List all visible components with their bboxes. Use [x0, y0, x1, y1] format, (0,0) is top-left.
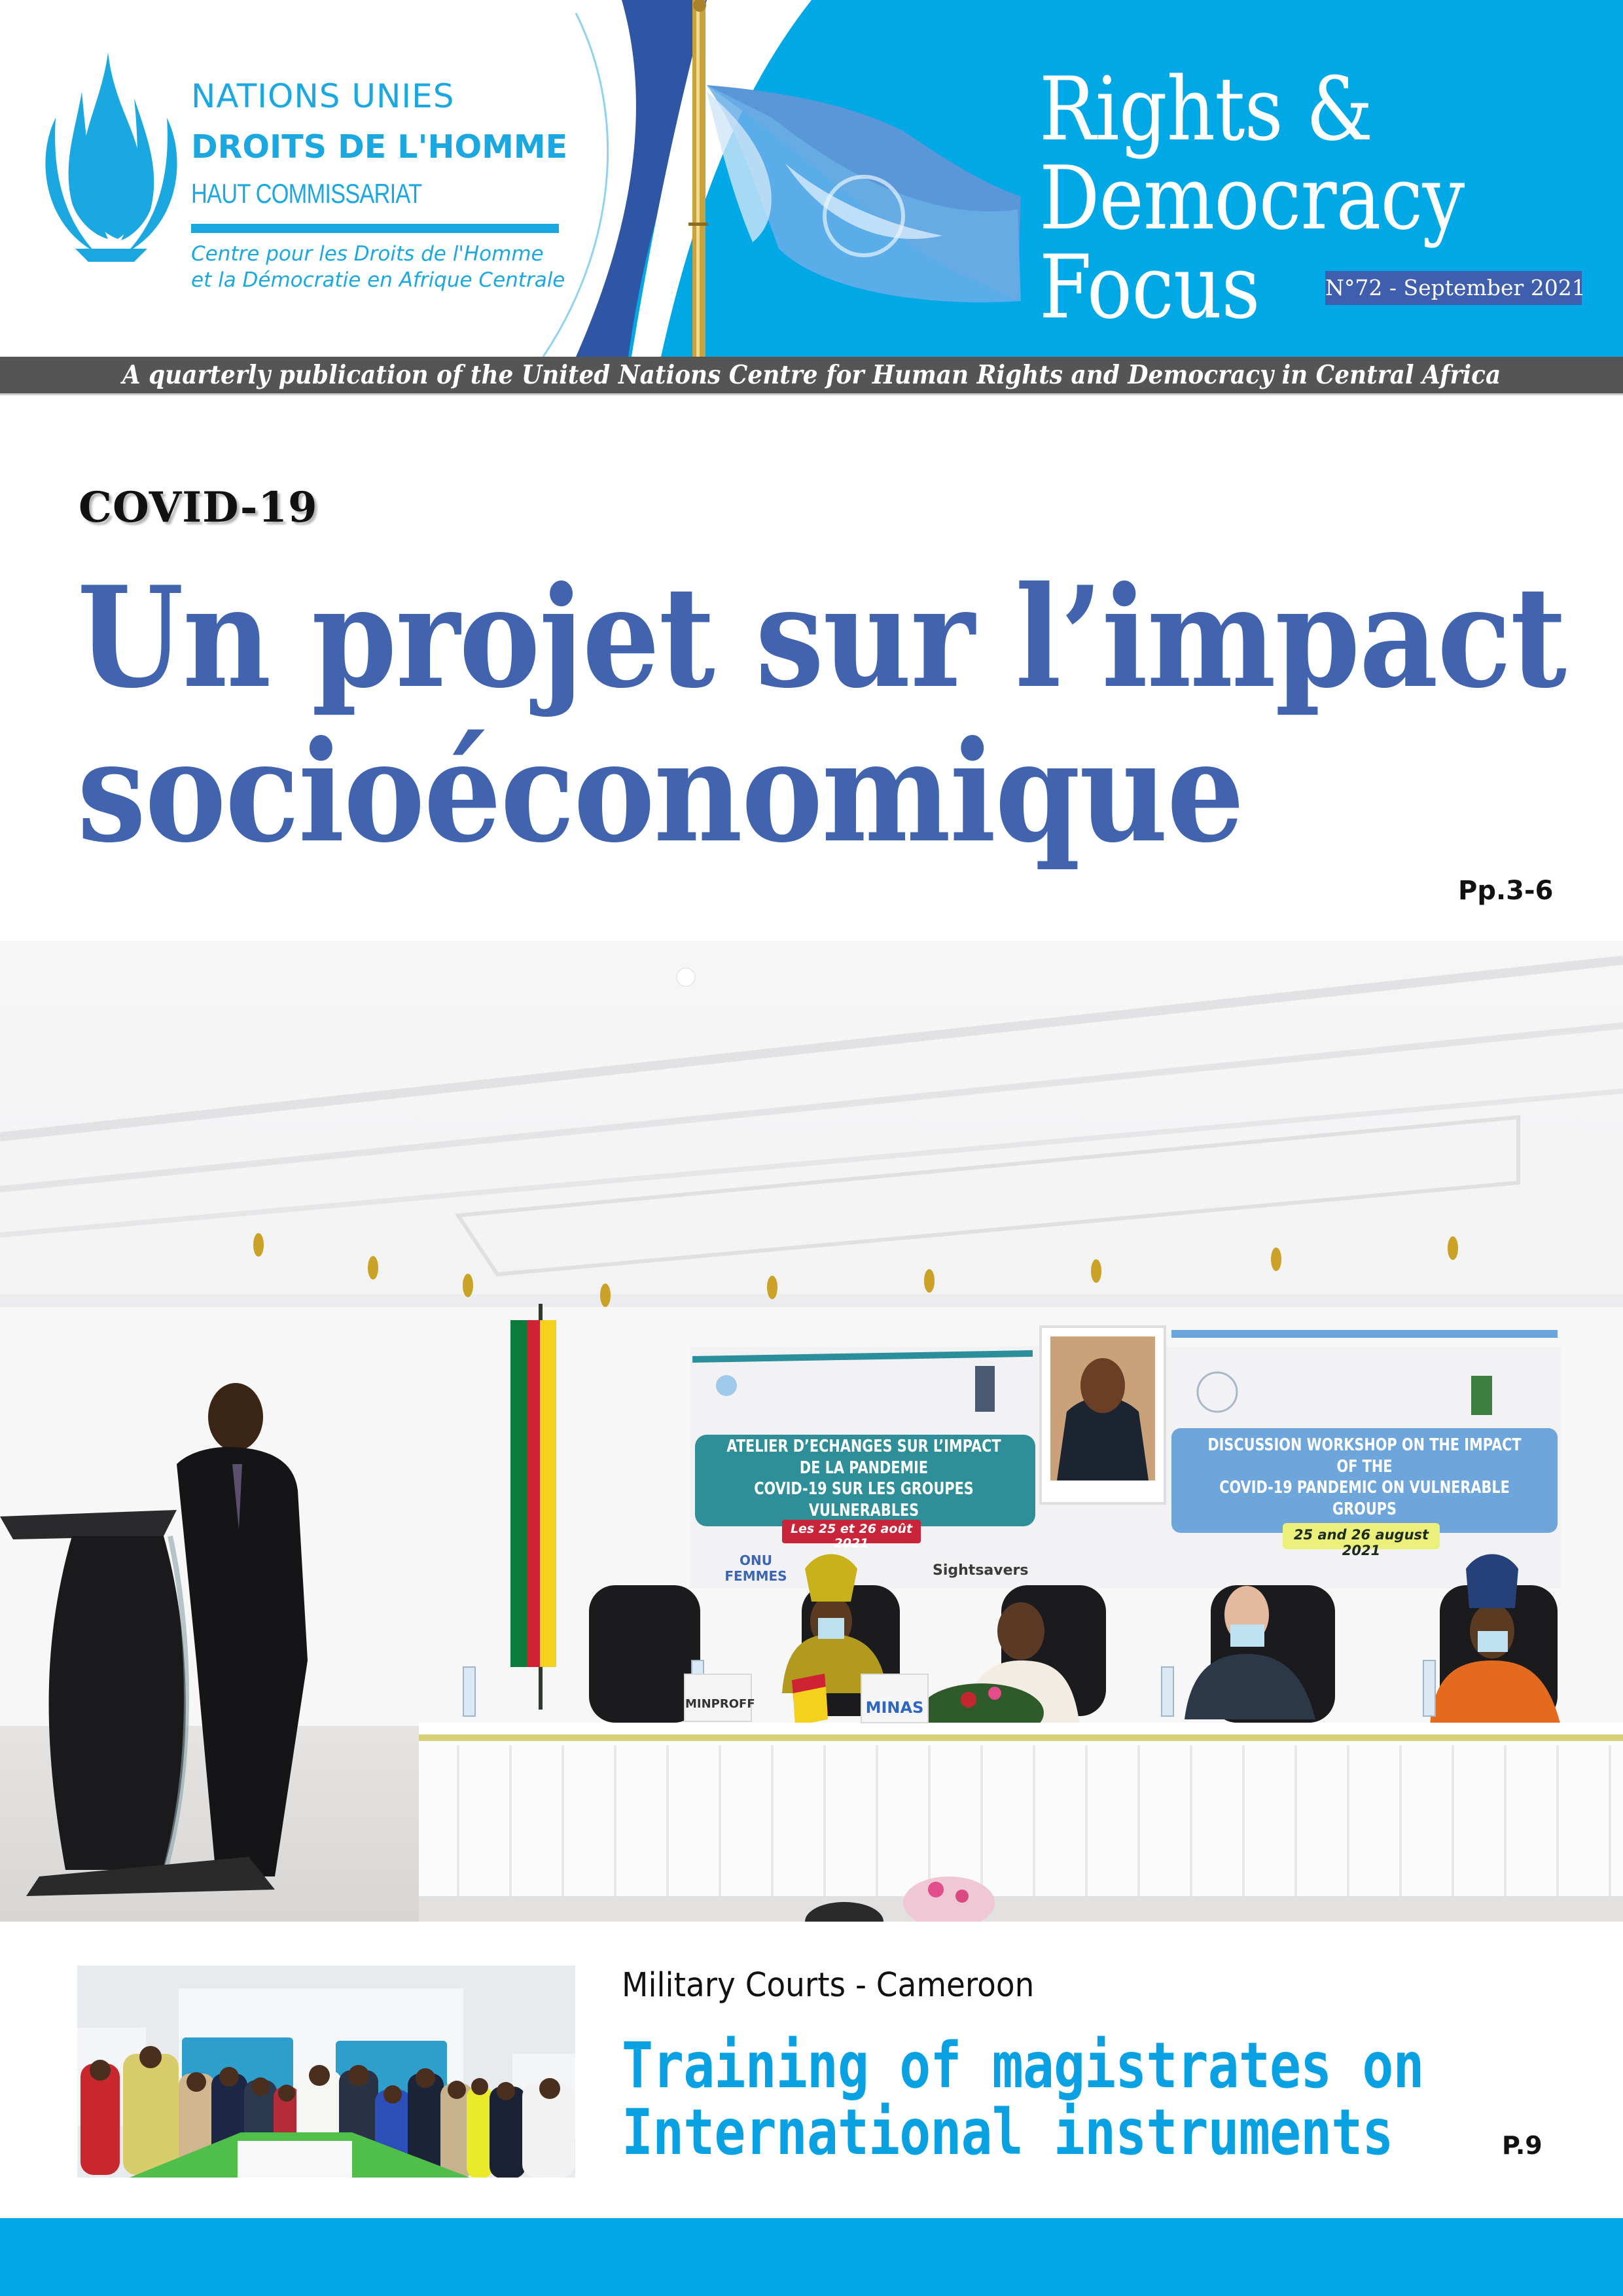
- cover-photo-workshop: [0, 941, 1623, 1922]
- banner-right-date: 25 and 26 august 2021: [1293, 1527, 1429, 1558]
- secondary-story-kicker: Military Courts - Cameroon: [622, 1966, 1035, 2005]
- logo-nations-unies: NATIONS UNIES: [191, 77, 455, 115]
- cover-headline-line1: Un projet sur l’impact: [77, 556, 1566, 719]
- magistrates-group-photo-illustration: [77, 1965, 575, 2178]
- secondary-story-page-ref: P.9: [1502, 2131, 1543, 2160]
- masthead-header: [0, 0, 1623, 357]
- workshop-scene-illustration: [0, 941, 1623, 1922]
- sponsor-onu-femmes: ONU FEMMES: [724, 1552, 787, 1584]
- footer-bar: [0, 2218, 1623, 2296]
- masthead-title-line1: Rights &: [1039, 58, 1373, 160]
- nameplate-minproff: MINPROFF: [684, 1674, 752, 1722]
- masthead-title-line3: Focus: [1039, 236, 1260, 338]
- secondary-headline-line2: International instruments: [622, 2096, 1393, 2169]
- logo-droits-de-lhomme: DROITS DE L'HOMME: [191, 128, 568, 166]
- logo-centre-line2: et la Démocratie en Afrique Centrale: [191, 268, 565, 292]
- nameplate-minas: MINAS: [861, 1674, 929, 1723]
- banner-right-title-line2: COVID-19 PANDEMIC ON VULNERABLE GROUPS: [1219, 1478, 1510, 1519]
- secondary-story-photo: [77, 1965, 575, 2178]
- logo-centre-line1: Centre pour les Droits de l'Homme: [191, 242, 544, 266]
- issue-badge: N°72 - September 2021: [1325, 271, 1582, 305]
- cover-story-kicker: COVID-19: [79, 483, 318, 532]
- cover-story-page-ref: Pp.3-6: [1458, 876, 1554, 906]
- cover-headline-line2: socioéconomique: [77, 710, 1243, 873]
- tagline-band: [0, 357, 1623, 395]
- logo-haut-commissariat: HAUT COMMISSARIAT: [191, 178, 422, 209]
- banner-left-date: Les 25 et 26 août 2021: [790, 1522, 913, 1551]
- banner-left-title-line2: COVID-19 SUR LES GROUPES VULNERABLES: [754, 1479, 974, 1520]
- banner-left-title-line1: ATELIER D’ECHANGES SUR L’IMPACT DE LA PANDEMIE: [726, 1437, 1001, 1478]
- masthead-title-line2: Democracy: [1039, 147, 1465, 249]
- sponsor-sightsavers: Sightsavers: [933, 1562, 1029, 1579]
- banner-right-title-line1: DISCUSSION WORKSHOP ON THE IMPACT OF THE: [1207, 1435, 1522, 1477]
- publication-tagline: A quarterly publication of the United Nations Centre for Human Rights and Democracy in Central Africa: [122, 360, 1501, 390]
- logo-divider: [191, 224, 559, 233]
- secondary-headline-line1: Training of magistrates on: [622, 2029, 1424, 2102]
